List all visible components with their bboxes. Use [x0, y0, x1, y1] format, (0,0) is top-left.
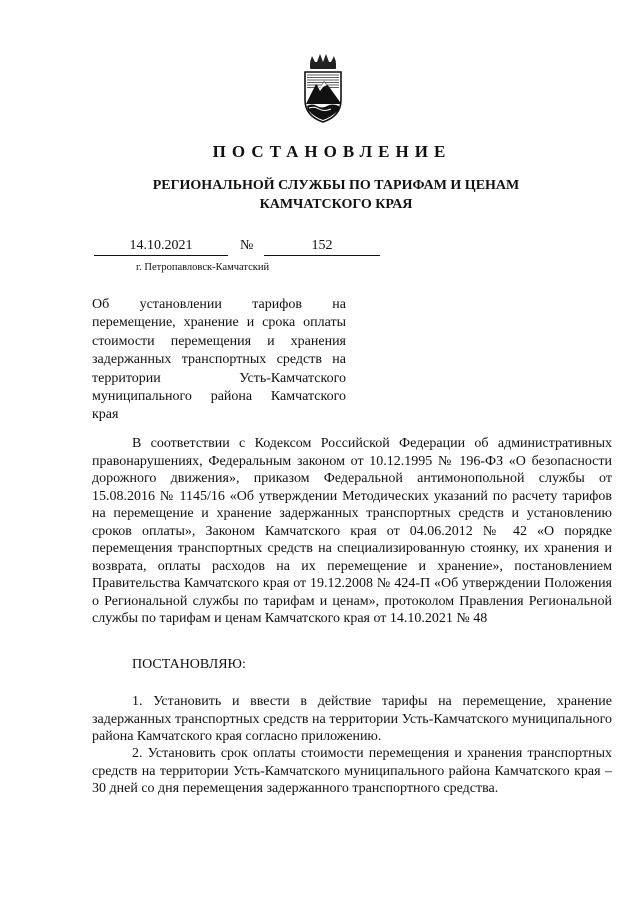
- resolve-heading: ПОСТАНОВЛЯЮ:: [132, 657, 246, 672]
- document-title: ПОСТАНОВЛЕНИЕ: [212, 142, 452, 161]
- number-sign: №: [240, 238, 254, 253]
- kamchatka-coat-of-arms-icon: [302, 54, 344, 124]
- subject-line: задержанных транспортных средств на: [92, 352, 346, 368]
- subject-line: территории Усть-Камчатского: [92, 370, 346, 386]
- issuer-line-2: КАМЧАТСКОГО КРАЯ: [259, 197, 413, 212]
- issuer-line-1: РЕГИОНАЛЬНОЙ СЛУЖБЫ ПО ТАРИФАМ И ЦЕНАМ: [152, 178, 520, 193]
- resolution-item-2: 2. Установить срок оплаты стоимости перемещения и хранения транспортных средств на территории Усть-Камчатского муниципального района Камчатского края – 30 дней со дня перемещения задержанного транспортного средства.: [92, 746, 612, 796]
- preamble-paragraph: В соответствии с Кодексом Российской Федерации об административных правонарушениях, Федеральным законом от 10.12.1995 № 196-ФЗ «О безопасности дорожного движения», приказом Федеральной антимонопольной службы от 15.08.2016 № 1145/16 «Об утверждении Методических указаний по расчету тарифов на перемещение и хранение задержанных транспортных средств и установлению сроков оплаты», Законом Камчатского края от 04.06.2012 № 42 «О порядке перемещения транспортных средств на специализированную стоянку, их хранения и возврата, оплаты расходов на их перемещение и хранение», постановлением Правительства Камчатского края от 19.12.2008 № 424-П «Об утверждении Положения о Региональной службы по тарифам и ценам», протоколом Правления Региональной службы по тарифам и ценам Камчатского края от 14.10.2021 № 48: [92, 436, 612, 626]
- subject-line: Об установлении тарифов на: [92, 297, 346, 312]
- date-number-row: [94, 238, 384, 260]
- city-name: г. Петропавловск-Камчатский: [136, 262, 270, 273]
- subject-line: стоимости перемещения и хранения: [92, 333, 346, 349]
- subject-line: муниципального района Камчатского: [92, 389, 346, 405]
- document-date: 14.10.2021: [94, 238, 228, 256]
- document-subject: [92, 296, 346, 425]
- subject-line: края: [92, 407, 119, 423]
- subject-line: перемещение, хранение и срока оплаты: [92, 315, 346, 331]
- issuer-name: [0, 176, 640, 214]
- document-number: 152: [264, 238, 380, 256]
- resolution-item-1: 1. Установить и ввести в действие тарифы на перемещение, хранение задержанных транспортных средств на территории Усть-Камчатского муниципального района Камчатского края согласно приложению.: [92, 694, 612, 744]
